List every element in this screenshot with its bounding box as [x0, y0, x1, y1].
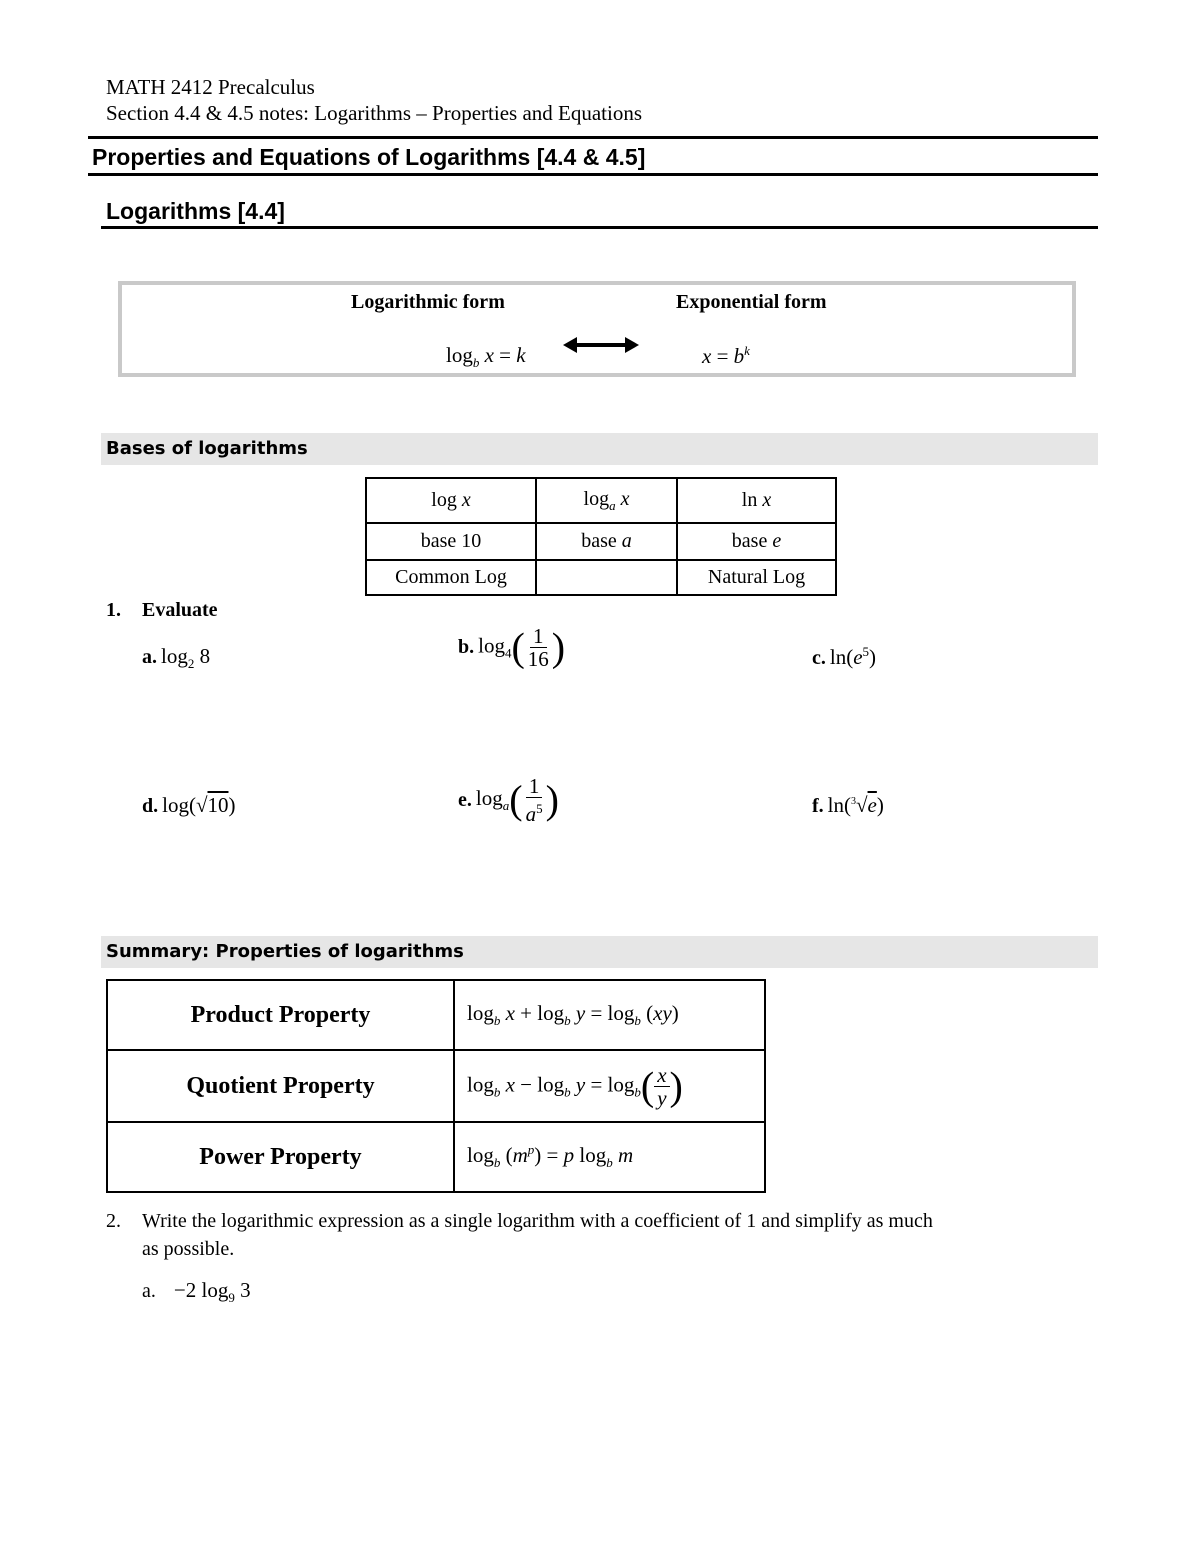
title-rule	[88, 173, 1098, 176]
bases-bar: Bases of logarithms	[101, 433, 1098, 465]
q1b	[458, 625, 565, 670]
natural-log-cell: Natural Log	[677, 560, 836, 595]
exp-form-label: Exponential form	[676, 291, 827, 313]
page-title: Properties and Equations of Logarithms [4.4 & 4.5]	[92, 144, 646, 170]
q1d-expression: log(√10)	[162, 793, 236, 817]
log-form-label: Logarithmic form	[351, 291, 505, 313]
q1d-label: d.	[142, 795, 159, 817]
bases-table	[365, 477, 837, 596]
q2-text-line2: as possible.	[142, 1238, 235, 1260]
log-form-equation: $\log_b x = k$	[446, 343, 526, 371]
product-property-formula: $\log_b x + \log_b y = \log_b (xy)$	[454, 980, 765, 1050]
base-a-cell: base a	[536, 523, 677, 560]
section-rule	[101, 226, 1098, 229]
product-property-label: Product Property	[107, 980, 454, 1050]
quotient-property-label: Quotient Property	[107, 1050, 454, 1122]
header-rule	[88, 136, 1098, 139]
double-arrow-icon	[563, 334, 639, 356]
q1f	[812, 793, 884, 818]
q1a	[142, 644, 210, 672]
power-property-formula: $\log_b (m^p) = p$ $\log_b m$	[454, 1122, 765, 1192]
log-exp-form-box	[118, 281, 1076, 377]
q1e	[458, 775, 559, 825]
summary-bar: Summary: Properties of logarithms	[101, 936, 1098, 968]
section-title: Logarithms [4.4]	[106, 198, 285, 224]
power-property-label: Power Property	[107, 1122, 454, 1192]
q1b-expression: $\log_4$( $\frac{1}{16}$ )	[478, 624, 566, 671]
q2-number: 2.	[106, 1210, 121, 1232]
q1d	[142, 793, 235, 818]
q1c-expression: $\ln(e^5)$	[829, 644, 877, 669]
q2a	[142, 1278, 251, 1306]
base-10-cell: base 10	[366, 523, 536, 560]
q2a-expression: −2 $\log_9 3$	[173, 1278, 251, 1306]
exp-form-equation: $x = b^k$	[702, 343, 750, 368]
base-a-log-notation: $\log_a x$	[536, 478, 677, 523]
quotient-property-formula: $\log_b x - \log_b y = \log_b$( $\frac{x}{y}$ )	[454, 1050, 765, 1122]
common-log-cell: Common Log	[366, 560, 536, 595]
empty-name-cell	[536, 560, 677, 595]
q1c-label: c.	[812, 647, 826, 669]
q1f-expression: ln($^3$√e)	[827, 793, 884, 817]
notes-subtitle: Section 4.4 & 4.5 notes: Logarithms – Properties and Equations	[106, 101, 643, 125]
q1b-label: b.	[458, 636, 475, 658]
q2a-label: a.	[142, 1280, 156, 1302]
q1e-expression: $\log_a$( $\frac{1}{a^5}$ )	[475, 774, 559, 826]
q1c	[812, 644, 876, 670]
q1f-label: f.	[812, 795, 824, 817]
course-title: MATH 2412 Precalculus	[106, 75, 315, 99]
q1a-label: a.	[142, 646, 157, 668]
q1e-label: e.	[458, 788, 472, 811]
q1-number: 1.	[106, 599, 121, 621]
common-log-notation: log x	[366, 478, 536, 523]
q1-title: Evaluate	[142, 599, 218, 621]
natural-log-notation: ln x	[677, 478, 836, 523]
base-e-cell: base e	[677, 523, 836, 560]
q2-text-line1: Write the logarithmic expression as a single logarithm with a coefficient of 1 and simplify as much	[142, 1210, 933, 1232]
properties-table	[106, 979, 766, 1193]
q1a-expression: $\log_2 8$	[161, 644, 211, 672]
